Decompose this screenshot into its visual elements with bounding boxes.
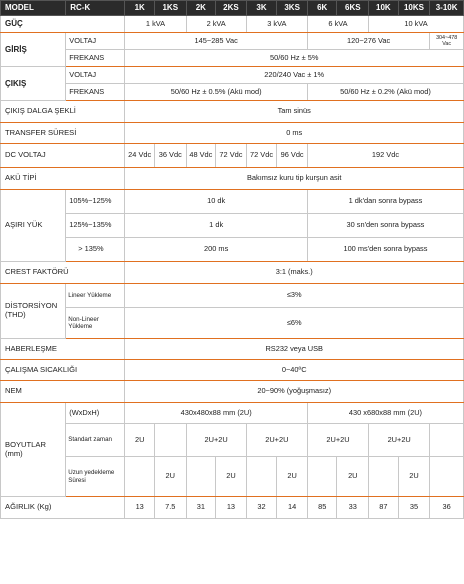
boyut-uzun: 2U bbox=[398, 457, 430, 497]
asiri-a-2: 1 dk bbox=[125, 214, 308, 238]
agirlik-value: 87 bbox=[369, 497, 399, 519]
haber-value: RS232 veya USB bbox=[125, 339, 464, 360]
asiri-label: AŞIRI YÜK bbox=[1, 190, 66, 262]
giris-frekans-row bbox=[1, 50, 464, 67]
agirlik-value: 36 bbox=[430, 497, 464, 519]
dc-value: 24 Vdc bbox=[125, 144, 155, 168]
guc-2kva: 2 kVA bbox=[186, 16, 246, 33]
dc-rest: 192 Vdc bbox=[307, 144, 463, 168]
sicaklik-row bbox=[1, 360, 464, 381]
boyut-wdh-b: 430 x680x88 mm (2U) bbox=[307, 403, 463, 424]
header-col: 1KS bbox=[154, 1, 186, 16]
dist-nonlineer-label: Non-Lineer Yükleme bbox=[66, 308, 125, 339]
boyut-wdh-a: 430x480x88 mm (2U) bbox=[125, 403, 308, 424]
agirlik-label: AĞIRLIK (Kg) bbox=[1, 497, 125, 519]
nem-value: 20~90% (yoğuşmasız) bbox=[125, 381, 464, 403]
agirlik-value: 13 bbox=[125, 497, 155, 519]
aku-value: Bakımsız kuru tip kurşun asit bbox=[125, 168, 464, 190]
header-col: 10KS bbox=[398, 1, 430, 16]
boyut-wdh-label: (WxDxH) bbox=[66, 403, 125, 424]
dc-value: 72 Vdc bbox=[246, 144, 277, 168]
header-col: 2KS bbox=[216, 1, 247, 16]
dc-value: 72 Vdc bbox=[216, 144, 247, 168]
asiri-range-1: 105%~125% bbox=[66, 190, 125, 214]
boyut-std: 2U+2U bbox=[246, 424, 307, 457]
header-col: 6K bbox=[307, 1, 337, 16]
dc-row bbox=[1, 144, 464, 168]
boyut-uzun: 2U bbox=[154, 457, 186, 497]
nem-row bbox=[1, 381, 464, 403]
header-model: MODEL bbox=[1, 1, 66, 16]
header-col: 3KS bbox=[277, 1, 308, 16]
giris-voltaj-c: 304~478 Vac bbox=[430, 33, 464, 50]
boyut-uzun-label: Uzun yedekleme Süresi bbox=[66, 457, 125, 497]
giris-voltaj-label: VOLTAJ bbox=[66, 33, 125, 50]
cikis-voltaj-row bbox=[1, 67, 464, 84]
boyut-uzun: 2U bbox=[277, 457, 308, 497]
cikis-frekans-a: 50/60 Hz ± 0.5% (Akü mod) bbox=[125, 84, 308, 101]
guc-10kva: 10 kVA bbox=[369, 16, 464, 33]
header-rck: RC-K bbox=[66, 1, 125, 16]
boyut-std: 2U+2U bbox=[186, 424, 246, 457]
boyut-std: 2U bbox=[125, 424, 155, 457]
transfer-label: TRANSFER SÜRESİ bbox=[1, 123, 125, 144]
header-row bbox=[1, 1, 464, 16]
dist-lineer-label: Lineer Yükleme bbox=[66, 284, 125, 308]
header-col: 2K bbox=[186, 1, 216, 16]
transfer-value: 0 ms bbox=[125, 123, 464, 144]
cikis-label: ÇIKIŞ bbox=[1, 67, 66, 101]
crest-label: CREST FAKTÖRÜ bbox=[1, 262, 125, 284]
agirlik-row bbox=[1, 497, 464, 519]
cikis-voltaj: 220/240 Vac ± 1% bbox=[125, 67, 464, 84]
asiri-a-3: 200 ms bbox=[125, 238, 308, 262]
boyut-std-row bbox=[1, 424, 464, 457]
dist-nonlineer: ≤6% bbox=[125, 308, 464, 339]
giris-voltaj-b: 120~276 Vac bbox=[307, 33, 429, 50]
sicaklik-value: 0~40ºC bbox=[125, 360, 464, 381]
boyut-uzun: 2U bbox=[337, 457, 369, 497]
header-col: 1K bbox=[125, 1, 155, 16]
guc-3kva: 3 kVA bbox=[246, 16, 307, 33]
cikis-frekans-b: 50/60 Hz ± 0.2% (Akü mod) bbox=[307, 84, 463, 101]
agirlik-value: 33 bbox=[337, 497, 369, 519]
boyut-label: BOYUTLAR (mm) bbox=[1, 403, 66, 497]
asiri-b-3: 100 ms'den sonra bypass bbox=[307, 238, 463, 262]
boyut-wdh-row bbox=[1, 403, 464, 424]
boyut-std: 2U+2U bbox=[369, 424, 430, 457]
nem-label: NEM bbox=[1, 381, 125, 403]
agirlik-value: 32 bbox=[246, 497, 277, 519]
dc-value: 96 Vdc bbox=[277, 144, 308, 168]
header-col: 3K bbox=[246, 1, 277, 16]
asiri-range-2: 125%~135% bbox=[66, 214, 125, 238]
giris-voltaj-row bbox=[1, 33, 464, 50]
aku-label: AKÜ TİPİ bbox=[1, 168, 125, 190]
guc-1kva: 1 kVA bbox=[125, 16, 186, 33]
giris-frekans: 50/60 Hz ± 5% bbox=[125, 50, 464, 67]
haber-row bbox=[1, 339, 464, 360]
dalga-row bbox=[1, 101, 464, 123]
dc-label: DC VOLTAJ bbox=[1, 144, 125, 168]
aku-row bbox=[1, 168, 464, 190]
dalga-label: ÇIKIŞ DALGA ŞEKLİ bbox=[1, 101, 125, 123]
dc-value: 48 Vdc bbox=[186, 144, 216, 168]
agirlik-value: 13 bbox=[216, 497, 247, 519]
dalga-value: Tam sinüs bbox=[125, 101, 464, 123]
cikis-frekans-row bbox=[1, 84, 464, 101]
boyut-uzun-row bbox=[1, 457, 464, 497]
guc-label: GÜÇ bbox=[1, 16, 125, 33]
giris-voltaj-a: 145~285 Vac bbox=[125, 33, 308, 50]
giris-label: GİRİŞ bbox=[1, 33, 66, 67]
sicaklik-label: ÇALIŞMA SICAKLIĞI bbox=[1, 360, 125, 381]
guc-6kva: 6 kVA bbox=[307, 16, 368, 33]
asiri-row-1 bbox=[1, 190, 464, 214]
cikis-voltaj-label: VOLTAJ bbox=[66, 67, 125, 84]
haber-label: HABERLEŞME bbox=[1, 339, 125, 360]
crest-value: 3:1 (maks.) bbox=[125, 262, 464, 284]
asiri-row-2 bbox=[1, 214, 464, 238]
agirlik-value: 14 bbox=[277, 497, 308, 519]
transfer-row bbox=[1, 123, 464, 144]
giris-frekans-label: FREKANS bbox=[66, 50, 125, 67]
dist-label: DİSTORSİYON (THD) bbox=[1, 284, 66, 339]
dist-lineer-row bbox=[1, 284, 464, 308]
asiri-row-3 bbox=[1, 238, 464, 262]
agirlik-value: 35 bbox=[398, 497, 430, 519]
agirlik-value: 7.5 bbox=[154, 497, 186, 519]
header-col: 3-10K bbox=[430, 1, 464, 16]
agirlik-value: 85 bbox=[307, 497, 337, 519]
asiri-b-1: 1 dk'dan sonra bypass bbox=[307, 190, 463, 214]
dist-nonlineer-row bbox=[1, 308, 464, 339]
header-col: 10K bbox=[369, 1, 399, 16]
asiri-range-3: > 135% bbox=[66, 238, 125, 262]
guc-row bbox=[1, 16, 464, 33]
boyut-std-label: Standart zaman bbox=[66, 424, 125, 457]
cikis-frekans-label: FREKANS bbox=[66, 84, 125, 101]
crest-row bbox=[1, 262, 464, 284]
asiri-b-2: 30 sn'den sonra bypass bbox=[307, 214, 463, 238]
header-col: 6KS bbox=[337, 1, 369, 16]
dist-lineer: ≤3% bbox=[125, 284, 464, 308]
asiri-a-1: 10 dk bbox=[125, 190, 308, 214]
dc-value: 36 Vdc bbox=[154, 144, 186, 168]
agirlik-value: 31 bbox=[186, 497, 216, 519]
boyut-uzun: 2U bbox=[216, 457, 247, 497]
boyut-std: 2U+2U bbox=[307, 424, 368, 457]
